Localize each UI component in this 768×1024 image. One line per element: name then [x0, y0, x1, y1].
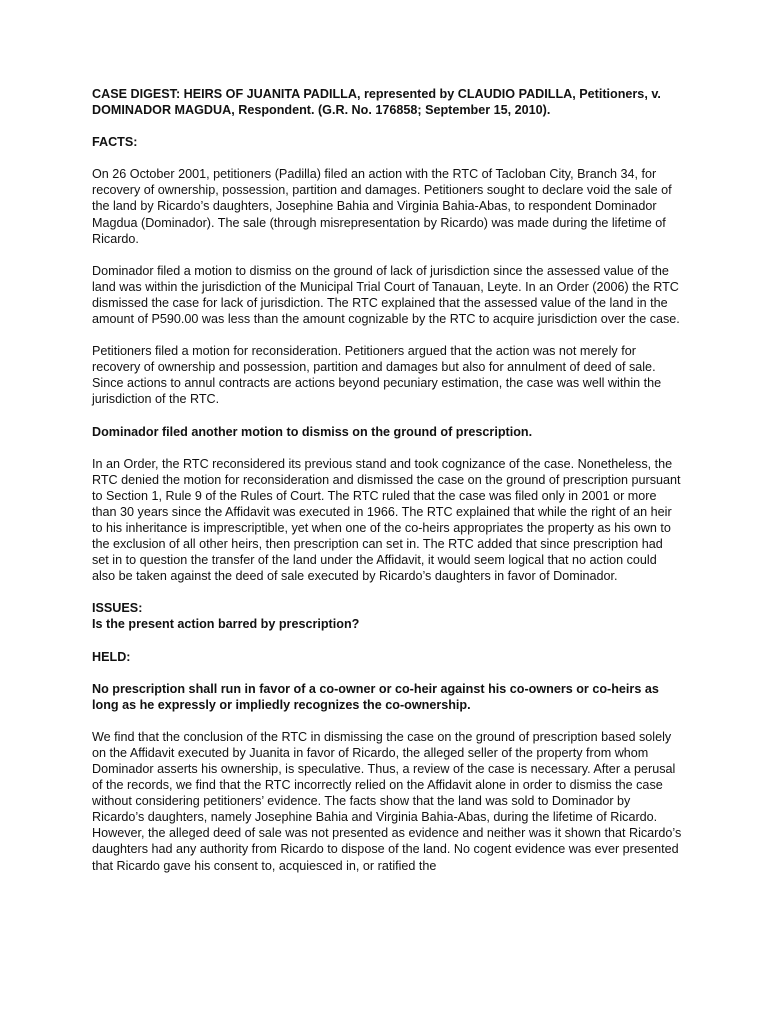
held-paragraph-1: We find that the conclusion of the RTC in dismissing the case on the ground of prescription based solely on the Affidavit executed by Juanita in favor of Ricardo, the alleged seller of the property from whom Dominador asserts his ownership, is speculative. Thus, a review of the case is necessary. After a perusal of the records, we find that the RTC incorrectly relied on the Affidavit alone in order to dismiss the case without considering petitioners’ evidence. The facts show that the land was sold to Dominador by Ricardo’s daughters, namely Josephine Bahia and Virginia Bahia-Abas, during the lifetime of Ricardo. However, the alleged deed of sale was not presented as evidence and neither was it shown that Ricardo’s daughters had any authority from Ricardo to dispose of the land. No cogent evidence was ever presented that Ricardo gave his consent to, acquiesced in, or ratified the	[92, 729, 682, 873]
facts-heading: FACTS:	[92, 135, 138, 150]
case-title: CASE DIGEST: HEIRS OF JUANITA PADILLA, represented by CLAUDIO PADILLA, Petitioners, v. DOMINADOR MAGDUA, Respondent. (G.R. No. 176858; September 15, 2010).	[92, 87, 661, 118]
facts-paragraph-2: Dominador filed a motion to dismiss on the ground of lack of jurisdiction since the assessed value of the land was within the jurisdiction of the Municipal Trial Court of Tanauan, Leyte. In an Order (2006) the RTC dismissed the case for lack of jurisdiction. The RTC explained that the assessed value of the land in the amount of P590.00 was less than the amount cognizable by the RTC to acquire jurisdiction over the case.	[92, 263, 680, 327]
facts-paragraph-1: On 26 October 2001, petitioners (Padilla) filed an action with the RTC of Tacloban City, Branch 34, for recovery of ownership, possession, partition and damages. Petitioners sought to declare void the sale of the land by Ricardo’s daughters, Josephine Bahia and Virginia Bahia-Abas, to respondent Dominador Magdua (Dominador). The sale (through misrepresentation by Ricardo) was made during the lifetime of Ricardo.	[92, 167, 672, 246]
held-heading: HELD:	[92, 649, 131, 664]
issues-question: Is the present action barred by prescription?	[92, 617, 360, 632]
issues-heading: ISSUES:	[92, 601, 143, 616]
document-page	[92, 86, 682, 890]
facts-paragraph-5: In an Order, the RTC reconsidered its previous stand and took cognizance of the case. Nonetheless, the RTC denied the motion for reconsideration and dismissed the case on the ground of prescription pursuant to Section 1, Rule 9 of the Rules of Court. The RTC ruled that the case was filed only in 2001 or more than 30 years since the Affidavit was executed in 1966. The RTC explained that while the right of an heir to his inheritance is imprescriptible, yet when one of the co-heirs appropriates the property as his own to the exclusion of all other heirs, then prescription can set in. The RTC added that since prescription had set in to question the transfer of the land under the Affidavit, it would seem logical that no action could also be taken against the deed of sale executed by Ricardo’s daughters in favor of Dominador.	[92, 456, 681, 584]
facts-paragraph-3: Petitioners filed a motion for reconsideration. Petitioners argued that the action was not merely for recovery of ownership and possession, partition and damages but also for annulment of deed of sale. Since actions to annul contracts are actions beyond pecuniary estimation, the case was well within the jurisdiction of the RTC.	[92, 344, 662, 407]
held-ruling: No prescription shall run in favor of a co-owner or co-heir against his co-owners or co-heirs as long as he expressly or impliedly recognizes the co-ownership.	[92, 681, 659, 712]
facts-paragraph-4: Dominador filed another motion to dismiss on the ground of prescription.	[92, 424, 533, 439]
